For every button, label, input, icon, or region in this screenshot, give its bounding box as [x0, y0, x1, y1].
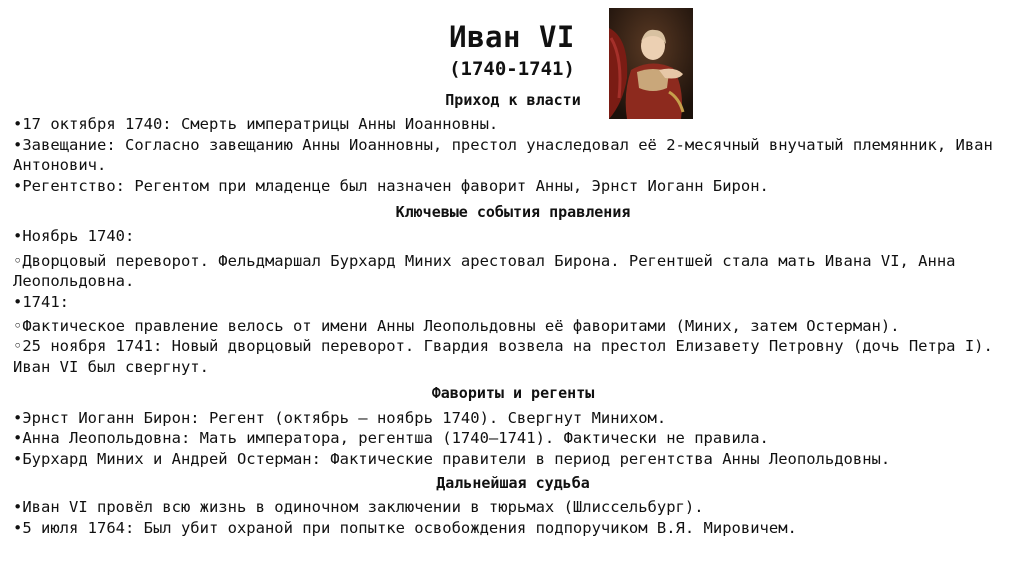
list-item: •Бурхард Миних и Андрей Остерман: Фактические правители в период регентства Анны Леопольдовны.: [13, 449, 891, 468]
page-title: Иван VI: [449, 20, 575, 54]
list-item: •Анна Леопольдовна: Мать императора, регентша (1740–1741). Фактически не правила.: [13, 429, 769, 448]
list-item: •Иван VI провёл всю жизнь в одиночном заключении в тюрьмах (Шлиссельбург).: [13, 498, 704, 517]
section-title-fate: Дальнейшая судьба: [436, 473, 590, 492]
section-title-favorites: Фавориты и регенты: [431, 384, 595, 403]
list-item: •1741:: [13, 292, 69, 311]
list-item: •Эрнст Иоганн Бирон: Регент (октябрь – ноябрь 1740). Свергнут Минихом.: [13, 408, 667, 427]
page-subtitle: (1740-1741): [449, 58, 575, 80]
section-title-events: Ключевые события правления: [395, 203, 631, 222]
list-item: ◦Дворцовый переворот. Фельдмаршал Бурхард Миних арестовал Бирона. Регентшей стала мать Ивана VI, Анна Леопольдовна.: [13, 251, 956, 291]
content-area: [13, 92, 1013, 538]
list-item: ◦25 ноября 1741: Новый дворцовый переворот. Гвардия возвела на престол Елизавету Петровну (дочь Петра I). Иван VI был свергнут.: [13, 337, 993, 376]
list-item: •Регентство: Регентом при младенце был назначен фаворит Анны, Эрнст Иоганн Бирон.: [13, 176, 769, 195]
list-item: •5 июля 1764: Был убит охраной при попытке освобождения подпоручиком В.Я. Мировичем.: [13, 518, 797, 537]
list-item: •Ноябрь 1740:: [13, 227, 135, 246]
list-item: •17 октября 1740: Смерть императрицы Анны Иоанновны.: [13, 115, 499, 134]
section-title-rise: Приход к власти: [445, 91, 581, 109]
list-item: •Завещание: Согласно завещанию Анны Иоанновны, престол унаследовал её 2-месячный внучатый племянник, Иван Антонович.: [13, 135, 993, 175]
list-item: ◦Фактическое правление велось от имени Анны Леопольдовны её фаворитами (Миних, затем Остерман).: [13, 317, 900, 336]
